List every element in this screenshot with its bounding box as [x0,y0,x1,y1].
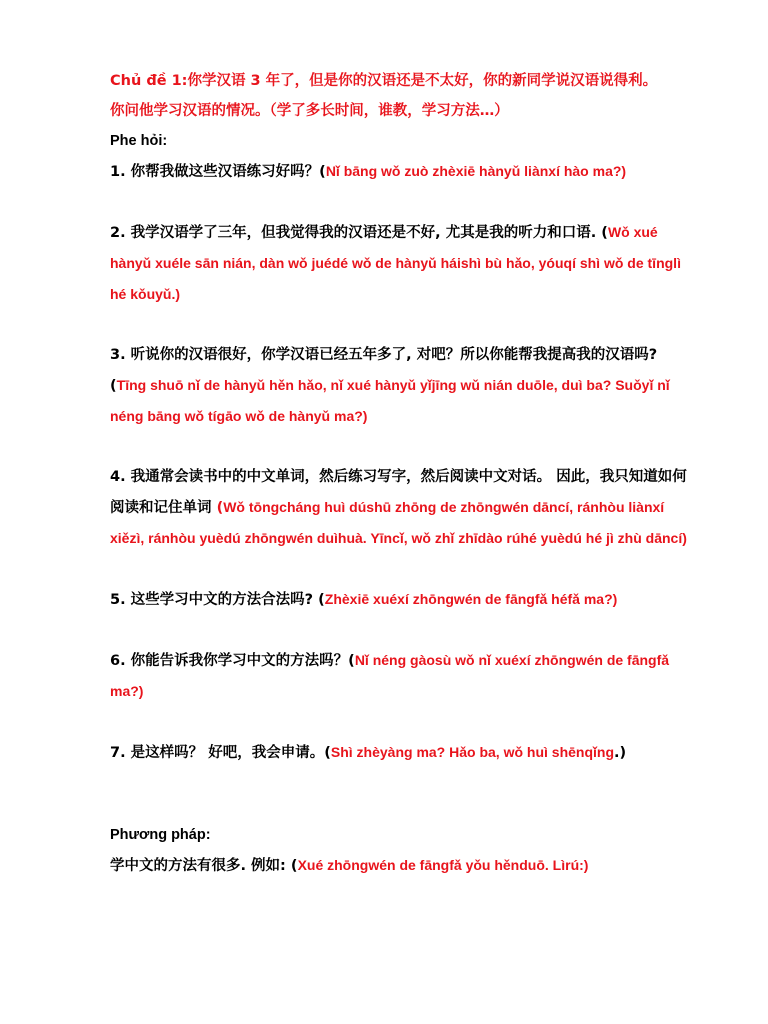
question-pinyin: Zhèxiē xuéxí zhōngwén de fāngfǎ héfǎ ma?) [324,591,618,607]
question-pinyin: Tīng shuō nǐ de hànyǔ hěn hǎo, nǐ xué hànyǔ yǐjīng wǔ nián duōle, duì ba? Suǒyǐ nǐ néng bāng wǒ tígāo wǒ de hànyǔ ma?) [110,377,670,424]
question-6 [110,645,690,707]
pinyin-open-paren: ( [110,378,117,394]
topic-title: Chủ đề 1:你学汉语 3 年了，但是你的汉语还是不太好，你的新同学说汉语说得利。 [110,73,658,89]
question-5 [110,584,690,615]
question-chinese: 听说你的汉语很好，你学汉语已经五年多了, 对吧？所以你能帮我提高我的汉语吗? [130,347,658,363]
question-number: 4. [110,469,126,485]
question-number: 5. [110,592,126,608]
pinyin-close-paren: .) [614,745,627,761]
question-2 [110,217,690,310]
pinyin-open-paren: ( [601,225,608,241]
section-spacer [110,768,690,820]
pinyin-open-paren: ( [290,858,298,874]
pinyin-open-paren: ( [319,164,326,180]
pinyin-open-paren: ( [348,653,355,669]
question-1 [110,156,690,187]
method-pinyin: Xué zhōngwén de fāngfǎ yǒu hěnduō. Lìrú:) [297,857,589,873]
document-content [110,66,690,881]
question-number: 7. [110,745,126,761]
question-pinyin: Wǒ xué hànyǔ xuéle sān nián, dàn wǒ juédé wǒ de hànyǔ háishì bù hǎo, yóuqí shì wǒ de tīnglì hé kǒuyǔ.) [110,224,681,302]
question-chinese: 你帮我做这些汉语练习好吗？ [130,164,320,180]
question-pinyin: Wǒ tōngcháng huì dúshū zhōng de zhōngwén dāncí, ránhòu liànxí xiězì, ránhòu yuèdú zhōngwén duìhuà. Yīncǐ, wǒ zhǐ zhīdào rúhé yuèdú hé jì zhù dāncí) [110,499,687,546]
method-line [110,850,690,881]
question-chinese: 我学汉语学了三年，但我觉得我的汉语还是不好, 尤其是我的听力和口语. [130,225,597,241]
question-number: 6. [110,653,126,669]
question-number: 1. [110,164,126,180]
question-7 [110,737,690,768]
question-3 [110,340,690,432]
question-number: 3. [110,347,126,363]
method-chinese: 学中文的方法有很多. 例如: [110,858,286,874]
pinyin-open-paren: ( [324,745,331,761]
question-chinese: 是这样吗？ 好吧，我会申请。 [130,745,325,761]
pinyin-open-paren: ( [216,500,224,516]
method-label: Phương pháp: [110,827,211,843]
question-4 [110,462,690,554]
question-chinese: 这些学习中文的方法合法吗? [130,592,314,608]
question-number: 2. [110,225,126,241]
question-chinese: 我通常会读书中的中文单词，然后练习写字，然后阅读中文对话。 因此，我只知道如何阅读和记住单词 [110,469,687,516]
questions-label: Phe hỏi: [110,133,168,149]
question-pinyin: Nǐ bāng wǒ zuò zhèxiē hànyǔ liànxí hào ma?) [325,163,627,179]
pinyin-open-paren: ( [318,592,325,608]
question-chinese: 你能告诉我你学习中文的方法吗？ [130,653,349,669]
topic-subtitle: 你问他学习汉语的情况。（学了多长时间，谁教，学习方法…） [110,103,509,119]
question-pinyin: Shì zhèyàng ma? Hǎo ba, wǒ huì shēnqǐng [330,744,615,760]
question-pinyin: Nǐ néng gàosù wǒ nǐ xuéxí zhōngwén de fāngfǎ ma?) [110,652,670,699]
